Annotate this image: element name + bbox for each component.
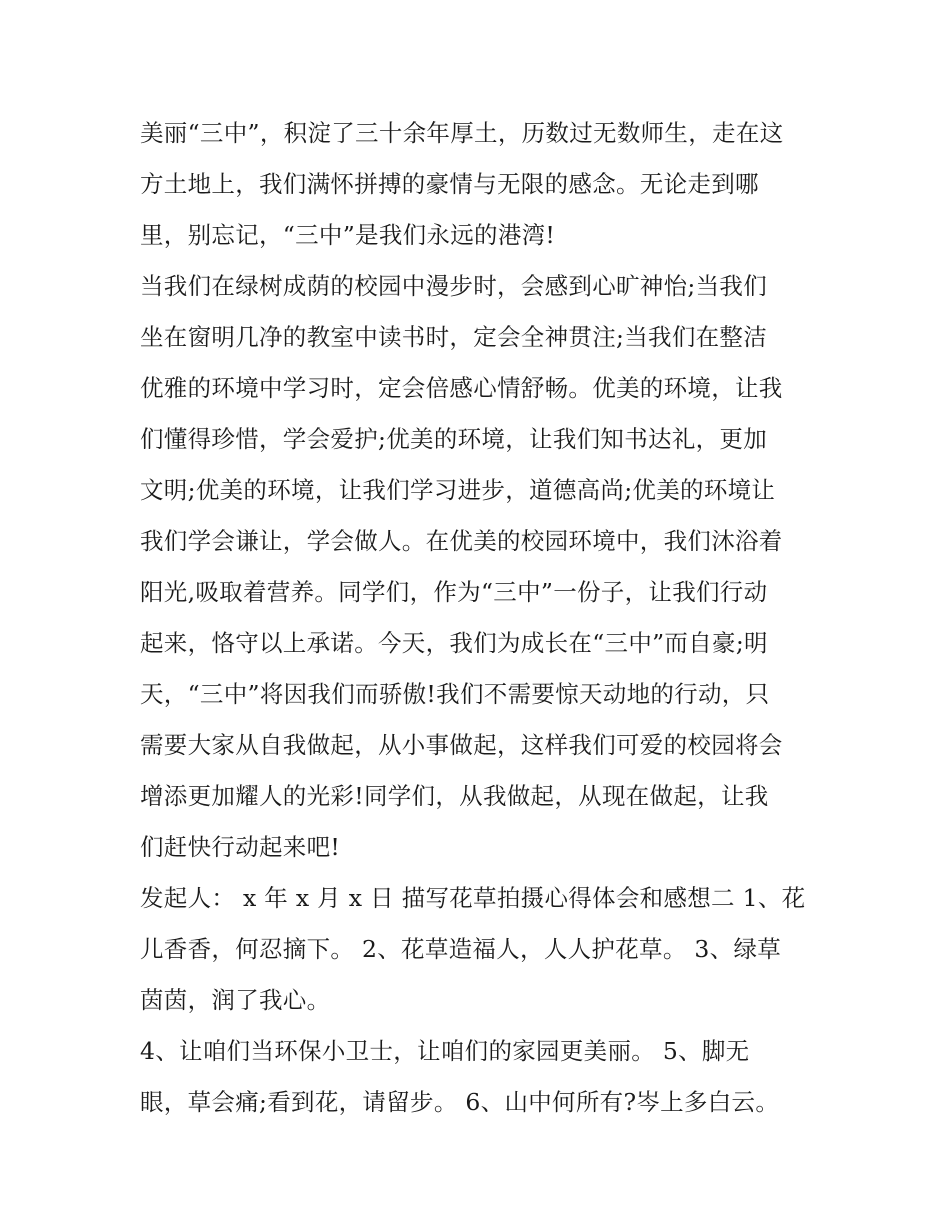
text-line: 文明;优美的环境，让我们学习进步，道德高尚;优美的环境让 (140, 476, 776, 504)
text-line: 坐在窗明几净的教室中读书时，定会全神贯注;当我们在整洁 (140, 323, 768, 351)
text-line: 儿香香，何忍摘下。 2、花草造福人，人人护花草。 3、绿草 (140, 935, 782, 963)
text-line: 起来，恪守以上承诺。今天，我们为成长在“三中”而自豪;明 (140, 629, 768, 657)
text-line: 天，“三中”将因我们而骄傲!我们不需要惊天动地的行动，只 (140, 680, 770, 708)
text-line: 们懂得珍惜，学会爱护;优美的环境，让我们知书达礼，更加 (140, 425, 768, 453)
text-line: 眼，草会痛;看到花，请留步。 6、山中何所有?岑上多白云。 (140, 1088, 780, 1116)
text-line: 优雅的环境中学习时，定会倍感心情舒畅。优美的环境，让我 (140, 374, 783, 402)
text-line: 当我们在绿树成荫的校园中漫步时，会感到心旷神怡;当我们 (140, 272, 768, 300)
text-line: 发起人： x 年 x 月 x 日 描写花草拍摄心得体会和感想二 1、花 (140, 884, 806, 912)
text-line: 里，别忘记，“三中”是我们永远的港湾! (140, 221, 556, 249)
text-line: 茵茵，润了我心。 (140, 986, 331, 1014)
text-line: 美丽“三中”，积淀了三十余年厚土，历数过无数师生，走在这 (140, 119, 784, 147)
text-line: 增添更加耀人的光彩!同学们，从我做起，从现在做起，让我 (140, 782, 769, 810)
text-line: 需要大家从自我做起，从小事做起，这样我们可爱的校园将会 (140, 731, 783, 759)
text-line: 我们学会谦让，学会做人。在优美的校园环境中，我们沐浴着 (140, 527, 783, 555)
document-body (140, 108, 830, 1128)
text-line: 们赶快行动起来吧! (140, 833, 341, 861)
text-line: 4、让咱们当环保小卫士，让咱们的家园更美丽。 5、脚无 (140, 1037, 750, 1065)
text-line: 阳光,吸取着营养。同学们，作为“三中”一份子，让我们行动 (140, 578, 768, 606)
text-line: 方土地上，我们满怀拼搏的豪情与无限的感念。无论走到哪 (140, 170, 759, 198)
